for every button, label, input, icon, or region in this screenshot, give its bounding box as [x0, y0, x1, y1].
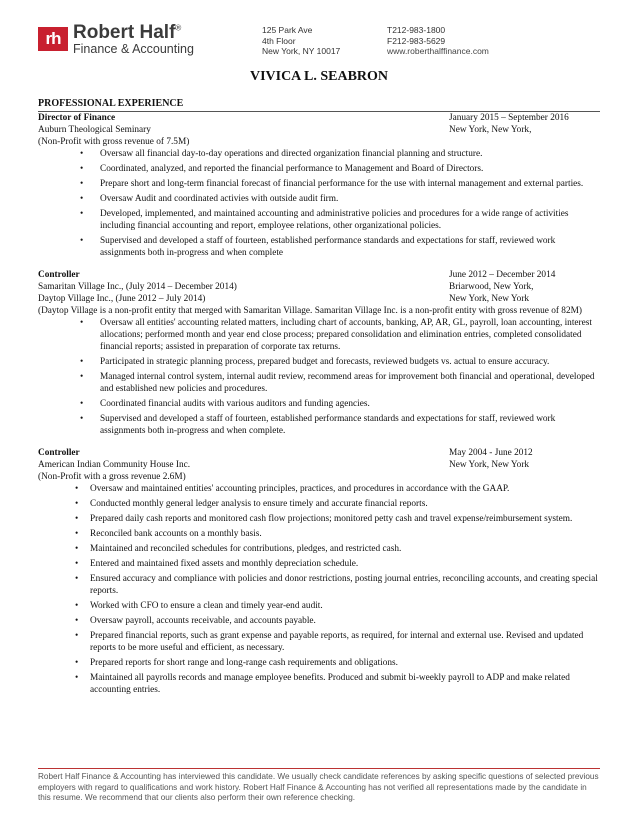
job-location: New York, New York	[449, 460, 530, 470]
job-org: Daytop Village Inc., (June 2012 – July 2014)	[38, 294, 206, 304]
list-item: • Oversaw Audit and coordinated activies with outside audit firm.	[38, 193, 600, 205]
fax-number: F212-983-5629	[387, 35, 446, 46]
brand-name: Robert Half®	[73, 22, 182, 43]
job-bullets	[38, 317, 600, 437]
job-entry	[38, 112, 600, 259]
candidate-name: VIVICA L. SEABRON	[249, 69, 389, 84]
job-title: Director of Finance	[38, 113, 116, 123]
list-item: • Prepare short and long-term financial forecast of financial performance for the use with internal management and external parties.	[38, 178, 600, 190]
job-title: Controller	[38, 270, 80, 280]
list-item: • Prepared reports for short range and long-range cash requirements and obligations.	[38, 657, 600, 669]
list-item: • Coordinated, analyzed, and reported the financial performance to Management and Board of Directors.	[38, 163, 600, 175]
robert-half-logo-icon: rh	[38, 27, 68, 51]
list-item: • Oversaw all entities' accounting related matters, including chart of accounts, banking, AP, AR, GL, payroll, loan accounting, interest allocations; performed month and year end close process; prepared consolidation and elimination entries, completed consolidated financial reports; assisted in preparation of corporate tax returns.	[38, 317, 600, 353]
job-location: New York, New York,	[449, 125, 532, 135]
job-dates: May 2004 - June 2012	[449, 448, 533, 458]
job-note: (Non-Profit with a gross revenue 2.6M)	[38, 472, 186, 482]
list-item: • Developed, implemented, and maintained accounting and administrative policies and procedures for a wide range of activities including financial accounting and report, employee relations, other organizational policies.	[38, 208, 600, 232]
job-title: Controller	[38, 448, 80, 458]
list-item: • Managed internal control system, internal audit review, recommend areas for improvement both financial and operational, developed and established new policies and procedures.	[38, 371, 600, 395]
list-item: • Prepared daily cash reports and monitored cash flow projections; monitored petty cash and travel expense/reimbursement system.	[38, 513, 600, 525]
job-bullets	[38, 148, 600, 259]
job-bullets	[38, 483, 600, 696]
list-item: • Participated in strategic planning process, prepared budget and forecasts, reviewed budgets vs. actual to ensure accuracy.	[38, 356, 600, 368]
list-item: • Oversaw all financial day-to-day operations and directed organization financial planning and structure.	[38, 148, 600, 160]
list-item: • Oversaw payroll, accounts receivable, and accounts payable.	[38, 615, 600, 627]
brand-subtitle: Finance & Accounting	[73, 42, 194, 56]
list-item: • Entered and maintained fixed assets and monthly depreciation schedule.	[38, 558, 600, 570]
list-item: • Supervised and developed a staff of fourteen, established performance standards and expectations for staff, reviewed work assignments both in-progress and when complete.	[38, 413, 600, 437]
list-item: • Reconciled bank accounts on a monthly basis.	[38, 528, 600, 540]
list-item: • Maintained all payrolls records and manage employee benefits. Produced and submit bi-weekly payroll to ADP and make related accounting entries.	[38, 672, 600, 696]
list-item: • Oversaw and maintained entities' accounting principles, practices, and procedures in accordance with the GAAP.	[38, 483, 600, 495]
footer-divider	[38, 768, 600, 769]
job-location: New York, New York	[449, 294, 530, 304]
job-org: American Indian Community House Inc.	[38, 460, 191, 470]
job-entry	[38, 269, 600, 437]
contact-info	[387, 25, 489, 57]
experience-list	[38, 112, 600, 706]
disclaimer-footer: Robert Half Finance & Accounting has interviewed this candidate. We usually check candidate references by asking specific questions of selected previous employers with regard to qualifications and work history. Robert Half Finance & Accounting has not verified all representations made by the candidate in this resume. We recommend that our clients also perform their own reference checking.	[38, 772, 599, 802]
job-entry	[38, 447, 600, 696]
job-org: Samaritan Village Inc., (July 2014 – December 2014)	[38, 282, 237, 292]
job-note: (Non-Profit with gross revenue of 7.5M)	[38, 137, 190, 147]
job-location: Briarwood, New York,	[449, 282, 534, 292]
list-item: • Maintained and reconciled schedules for contributions, pledges, and restricted cash.	[38, 543, 600, 555]
job-note: (Daytop Village is a non-profit entity that merged with Samaritan Village. Samaritan Village Inc. is a non-profit entity with gross revenue of 82M)	[38, 306, 582, 316]
section-title: PROFESSIONAL EXPERIENCE	[38, 98, 184, 109]
list-item: • Coordinated financial audits with various auditors and funding agencies.	[38, 398, 600, 410]
website-link[interactable]: www.roberthalffinance.com	[387, 46, 489, 56]
job-dates: January 2015 – September 2016	[449, 113, 569, 123]
phone-number: T212-983-1800	[387, 25, 446, 35]
job-dates: June 2012 – December 2014	[449, 270, 556, 280]
job-org: Auburn Theological Seminary	[38, 125, 151, 135]
list-item: • Prepared financial reports, such as grant expense and payable reports, as required, for internal and external use. Revised and updated reports to be more useful and efficient, as necessary.	[38, 630, 600, 654]
letterhead	[0, 0, 638, 62]
list-item: • Worked with CFO to ensure a clean and timely year-end audit.	[38, 600, 600, 612]
list-item: • Supervised and developed a staff of fourteen, established performance standards and expectations for staff, reviewed work assignments both in-progress and when complete	[38, 235, 600, 259]
list-item: • Ensured accuracy and compliance with policies and donor restrictions, posting journal entries, reconciling accounts, and creating special reports.	[38, 573, 600, 597]
office-address: 125 Park Ave 4th Floor New York, NY 10017	[262, 25, 341, 56]
list-item: • Conducted monthly general ledger analysis to ensure timely and accurate financial reports.	[38, 498, 600, 510]
